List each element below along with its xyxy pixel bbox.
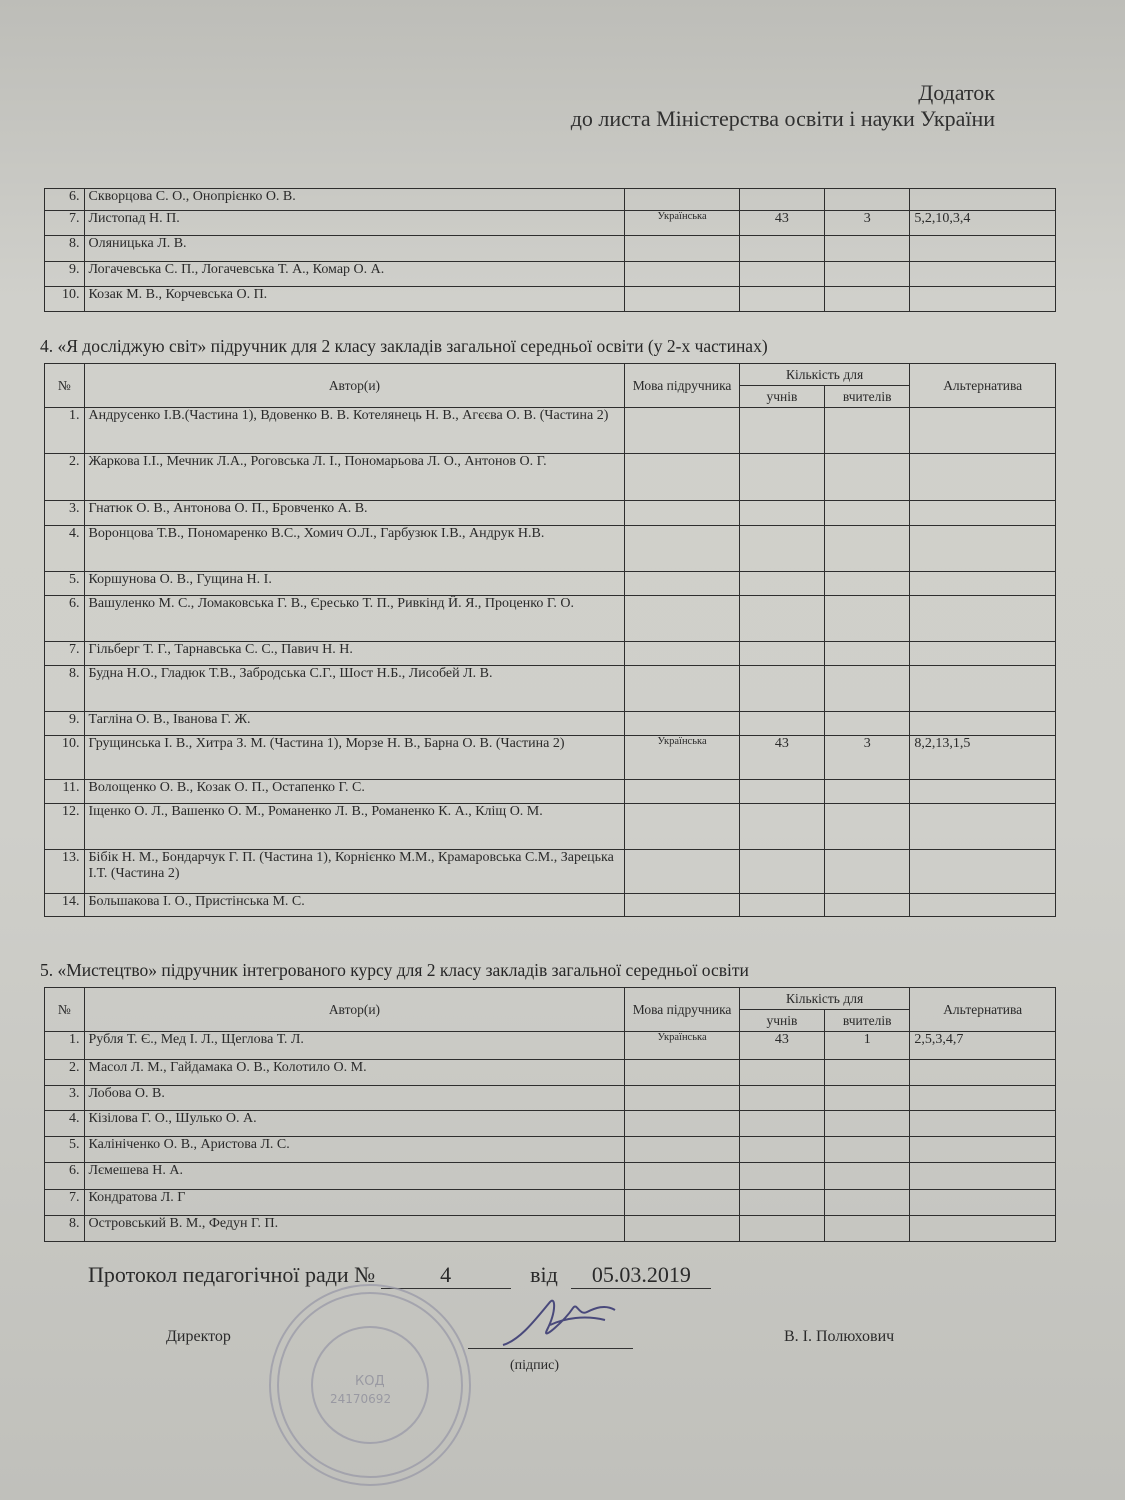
header-count: Кількість для <box>739 364 910 386</box>
row-teachers-count: 1 <box>825 1032 910 1060</box>
row-pupils-count <box>739 1111 824 1137</box>
row-authors: Островський В. М., Федун Г. П. <box>84 1216 625 1242</box>
table-row <box>45 850 1056 894</box>
row-pupils-count <box>739 850 824 894</box>
table-row <box>45 572 1056 596</box>
row-alternative <box>910 526 1056 572</box>
row-alternative <box>910 189 1056 211</box>
row-number: 13. <box>45 850 85 894</box>
row-alternative <box>910 1163 1056 1190</box>
row-language <box>625 408 739 454</box>
row-teachers-count <box>825 712 910 736</box>
row-authors: Калініченко О. В., Аристова Л. С. <box>84 1137 625 1163</box>
row-teachers-count <box>825 526 910 572</box>
row-teachers-count <box>825 262 910 287</box>
row-language <box>625 850 739 894</box>
row-pupils-count <box>739 526 824 572</box>
row-pupils-count <box>739 262 824 287</box>
row-number: 9. <box>45 712 85 736</box>
header-teachers: вчителів <box>825 386 910 408</box>
row-number: 7. <box>45 642 85 666</box>
row-authors: Іщенко О. Л., Вашенко О. М., Романенко Л. В., Романенко К. А., Кліщ О. М. <box>84 804 625 850</box>
school-stamp <box>255 1275 485 1500</box>
table-section-4 <box>44 363 1056 917</box>
row-teachers-count <box>825 894 910 917</box>
row-teachers-count <box>825 408 910 454</box>
row-language <box>625 1086 739 1111</box>
row-teachers-count <box>825 454 910 501</box>
row-number: 4. <box>45 526 85 572</box>
table-row <box>45 666 1056 712</box>
table-row <box>45 894 1056 917</box>
row-alternative <box>910 1190 1056 1216</box>
row-language <box>625 501 739 526</box>
row-authors: Рубля Т. Є., Мед І. Л., Щеглова Т. Л. <box>84 1032 625 1060</box>
row-number: 1. <box>45 1032 85 1060</box>
row-authors: Гнатюк О. В., Антонова О. П., Бровченко А. В. <box>84 501 625 526</box>
row-language <box>625 712 739 736</box>
row-number: 6. <box>45 189 85 211</box>
row-teachers-count: 3 <box>825 736 910 780</box>
row-teachers-count <box>825 501 910 526</box>
row-pupils-count <box>739 1163 824 1190</box>
table-row <box>45 501 1056 526</box>
row-alternative: 5,2,10,3,4 <box>910 211 1056 236</box>
stamp-code: 24170692 <box>330 1392 392 1406</box>
row-authors: Масол Л. М., Гайдамака О. В., Колотило О. М. <box>84 1060 625 1086</box>
row-pupils-count <box>739 1137 824 1163</box>
section-4-title: 4. «Я досліджую світ» підручник для 2 класу закладів загальної середньої освіти (у 2-х частинах) <box>40 336 768 356</box>
row-language <box>625 642 739 666</box>
header-alternative: Альтернатива <box>910 364 1056 408</box>
row-authors: Оляницька Л. В. <box>84 236 625 262</box>
table-row <box>45 1111 1056 1137</box>
row-alternative <box>910 850 1056 894</box>
table-row <box>45 262 1056 287</box>
row-alternative <box>910 666 1056 712</box>
table-row <box>45 287 1056 312</box>
row-alternative <box>910 780 1056 804</box>
row-authors: Коршунова О. В., Гущина Н. І. <box>84 572 625 596</box>
row-pupils-count <box>739 804 824 850</box>
row-teachers-count <box>825 596 910 642</box>
row-teachers-count <box>825 804 910 850</box>
appendix-subheading: до листа Міністерства освіти і науки України <box>570 106 995 131</box>
row-alternative <box>910 454 1056 501</box>
row-alternative <box>910 1137 1056 1163</box>
row-language: Українська <box>625 736 739 780</box>
director-signature <box>495 1290 635 1365</box>
row-authors: Волощенко О. В., Козак О. П., Остапенко Г. С. <box>84 780 625 804</box>
row-number: 14. <box>45 894 85 917</box>
header-authors: Автор(и) <box>84 988 625 1032</box>
row-pupils-count <box>739 712 824 736</box>
row-number: 8. <box>45 236 85 262</box>
table-section-5 <box>44 987 1056 1242</box>
header-authors: Автор(и) <box>84 364 625 408</box>
table-row <box>45 1190 1056 1216</box>
row-teachers-count <box>825 850 910 894</box>
row-pupils-count <box>739 642 824 666</box>
row-number: 4. <box>45 1111 85 1137</box>
row-alternative: 8,2,13,1,5 <box>910 736 1056 780</box>
row-authors: Бібік Н. М., Бондарчук Г. П. (Частина 1), Корнієнко М.М., Крамаровська С.М., Зарецька І.Т. (Частина 2) <box>84 850 625 894</box>
header-number: № <box>45 988 85 1032</box>
row-pupils-count: 43 <box>739 736 824 780</box>
row-language <box>625 596 739 642</box>
row-authors: Скворцова С. О., Онопрієнко О. В. <box>84 189 625 211</box>
protocol-from-label: від <box>530 1262 558 1287</box>
row-number: 2. <box>45 1060 85 1086</box>
protocol-label: Протокол педагогічної ради № <box>88 1262 376 1287</box>
row-alternative <box>910 572 1056 596</box>
row-number: 5. <box>45 572 85 596</box>
row-language <box>625 1060 739 1086</box>
row-authors: Кондратова Л. Г <box>84 1190 625 1216</box>
row-alternative <box>910 287 1056 312</box>
row-pupils-count <box>739 572 824 596</box>
row-number: 5. <box>45 1137 85 1163</box>
row-alternative <box>910 596 1056 642</box>
row-teachers-count <box>825 780 910 804</box>
header-pupils: учнів <box>739 1010 824 1032</box>
table-row <box>45 736 1056 780</box>
row-pupils-count <box>739 189 824 211</box>
row-authors: Лємешева Н. А. <box>84 1163 625 1190</box>
row-authors: Будна Н.О., Гладюк Т.В., Забродська С.Г., Шост Н.Б., Лисобей Л. В. <box>84 666 625 712</box>
row-teachers-count <box>825 642 910 666</box>
row-pupils-count: 43 <box>739 211 824 236</box>
row-teachers-count <box>825 1216 910 1242</box>
row-authors: Гільберг Т. Г., Тарнавська С. С., Павич Н. Н. <box>84 642 625 666</box>
table-row <box>45 454 1056 501</box>
row-alternative <box>910 501 1056 526</box>
row-language <box>625 1216 739 1242</box>
row-alternative <box>910 408 1056 454</box>
row-number: 3. <box>45 501 85 526</box>
row-authors: Козак М. В., Корчевська О. П. <box>84 287 625 312</box>
row-alternative <box>910 1086 1056 1111</box>
row-pupils-count: 43 <box>739 1032 824 1060</box>
row-language <box>625 526 739 572</box>
row-authors: Тагліна О. В., Іванова Г. Ж. <box>84 712 625 736</box>
table-row <box>45 712 1056 736</box>
table-row <box>45 1086 1056 1111</box>
row-number: 6. <box>45 1163 85 1190</box>
row-authors: Жаркова І.І., Мечник Л.А., Роговська Л. І., Пономарьова Л. О., Антонов О. Г. <box>84 454 625 501</box>
row-pupils-count <box>739 501 824 526</box>
row-language <box>625 1163 739 1190</box>
row-language <box>625 572 739 596</box>
row-language <box>625 780 739 804</box>
row-language <box>625 894 739 917</box>
row-pupils-count <box>739 1190 824 1216</box>
row-number: 10. <box>45 287 85 312</box>
table-row <box>45 596 1056 642</box>
row-alternative <box>910 262 1056 287</box>
row-teachers-count <box>825 1060 910 1086</box>
row-teachers-count <box>825 1086 910 1111</box>
row-number: 11. <box>45 780 85 804</box>
row-language <box>625 262 739 287</box>
row-pupils-count <box>739 1060 824 1086</box>
row-teachers-count <box>825 666 910 712</box>
table-row <box>45 211 1056 236</box>
table-row <box>45 408 1056 454</box>
row-pupils-count <box>739 596 824 642</box>
row-number: 7. <box>45 211 85 236</box>
row-alternative <box>910 642 1056 666</box>
row-teachers-count <box>825 572 910 596</box>
row-language: Українська <box>625 1032 739 1060</box>
table-row <box>45 1032 1056 1060</box>
row-authors: Вашуленко М. С., Ломаковська Г. В., Єресько Т. П., Ривкінд Й. Я., Проценко Г. О. <box>84 596 625 642</box>
row-authors: Большакова І. О., Пристінська М. С. <box>84 894 625 917</box>
row-pupils-count <box>739 894 824 917</box>
protocol-date: 05.03.2019 <box>571 1262 711 1289</box>
row-pupils-count <box>739 236 824 262</box>
table-row <box>45 1163 1056 1190</box>
table-row <box>45 780 1056 804</box>
row-alternative <box>910 894 1056 917</box>
row-teachers-count <box>825 189 910 211</box>
row-teachers-count <box>825 1137 910 1163</box>
stamp-code-label: КОД <box>355 1374 385 1389</box>
row-authors: Грущинська І. В., Хитра З. М. (Частина 1), Морзе Н. В., Барна О. В. (Частина 2) <box>84 736 625 780</box>
table-row <box>45 526 1056 572</box>
row-language <box>625 1111 739 1137</box>
row-alternative <box>910 1060 1056 1086</box>
row-language <box>625 666 739 712</box>
row-language <box>625 454 739 501</box>
row-language <box>625 1190 739 1216</box>
row-pupils-count <box>739 287 824 312</box>
table-row <box>45 642 1056 666</box>
row-number: 12. <box>45 804 85 850</box>
header-number: № <box>45 364 85 408</box>
row-alternative <box>910 236 1056 262</box>
row-pupils-count <box>739 1086 824 1111</box>
row-authors: Воронцова Т.В., Пономаренко В.С., Хомич О.Л., Гарбузюк І.В., Андрук Н.В. <box>84 526 625 572</box>
row-alternative: 2,5,3,4,7 <box>910 1032 1056 1060</box>
row-pupils-count <box>739 780 824 804</box>
header-teachers: вчителів <box>825 1010 910 1032</box>
section-5-title: 5. «Мистецтво» підручник інтегрованого курсу для 2 класу закладів загальної середньої освіти <box>40 960 749 980</box>
row-authors: Логачевська С. П., Логачевська Т. А., Комар О. А. <box>84 262 625 287</box>
row-language <box>625 189 739 211</box>
row-authors: Листопад Н. П. <box>84 211 625 236</box>
header-language: Мова підручника <box>625 988 739 1032</box>
row-number: 1. <box>45 408 85 454</box>
row-alternative <box>910 1216 1056 1242</box>
row-teachers-count <box>825 287 910 312</box>
row-pupils-count <box>739 666 824 712</box>
protocol-number: 4 <box>381 1262 511 1289</box>
signature-caption: (підпис) <box>510 1358 560 1373</box>
row-alternative <box>910 804 1056 850</box>
row-pupils-count <box>739 454 824 501</box>
row-number: 10. <box>45 736 85 780</box>
row-number: 3. <box>45 1086 85 1111</box>
header-language: Мова підручника <box>625 364 739 408</box>
table-row <box>45 804 1056 850</box>
table-row <box>45 1216 1056 1242</box>
row-language <box>625 236 739 262</box>
appendix-heading: Додаток <box>918 80 995 105</box>
row-language: Українська <box>625 211 739 236</box>
row-pupils-count <box>739 408 824 454</box>
header-pupils: учнів <box>739 386 824 408</box>
row-number: 9. <box>45 262 85 287</box>
row-alternative <box>910 712 1056 736</box>
header-count: Кількість для <box>739 988 910 1010</box>
row-teachers-count <box>825 1111 910 1137</box>
row-alternative <box>910 1111 1056 1137</box>
row-authors: Андрусенко І.В.(Частина 1), Вдовенко В. В. Котелянець Н. В., Агєєва О. В. (Частина 2) <box>84 408 625 454</box>
row-language <box>625 1137 739 1163</box>
row-authors: Кізілова Г. О., Шулько О. А. <box>84 1111 625 1137</box>
table-row <box>45 189 1056 211</box>
row-pupils-count <box>739 1216 824 1242</box>
table-row <box>45 236 1056 262</box>
table-row <box>45 1060 1056 1086</box>
row-language <box>625 804 739 850</box>
row-authors: Лобова О. В. <box>84 1086 625 1111</box>
row-teachers-count <box>825 236 910 262</box>
row-number: 7. <box>45 1190 85 1216</box>
table-row <box>45 1137 1056 1163</box>
director-name: В. І. Полюхович <box>784 1328 895 1345</box>
row-teachers-count: 3 <box>825 211 910 236</box>
table-continuation <box>44 188 1056 312</box>
row-number: 8. <box>45 1216 85 1242</box>
header-alternative: Альтернатива <box>910 988 1056 1032</box>
director-label: Директор <box>166 1328 231 1345</box>
row-teachers-count <box>825 1190 910 1216</box>
row-language <box>625 287 739 312</box>
row-number: 8. <box>45 666 85 712</box>
row-teachers-count <box>825 1163 910 1190</box>
row-number: 6. <box>45 596 85 642</box>
row-number: 2. <box>45 454 85 501</box>
